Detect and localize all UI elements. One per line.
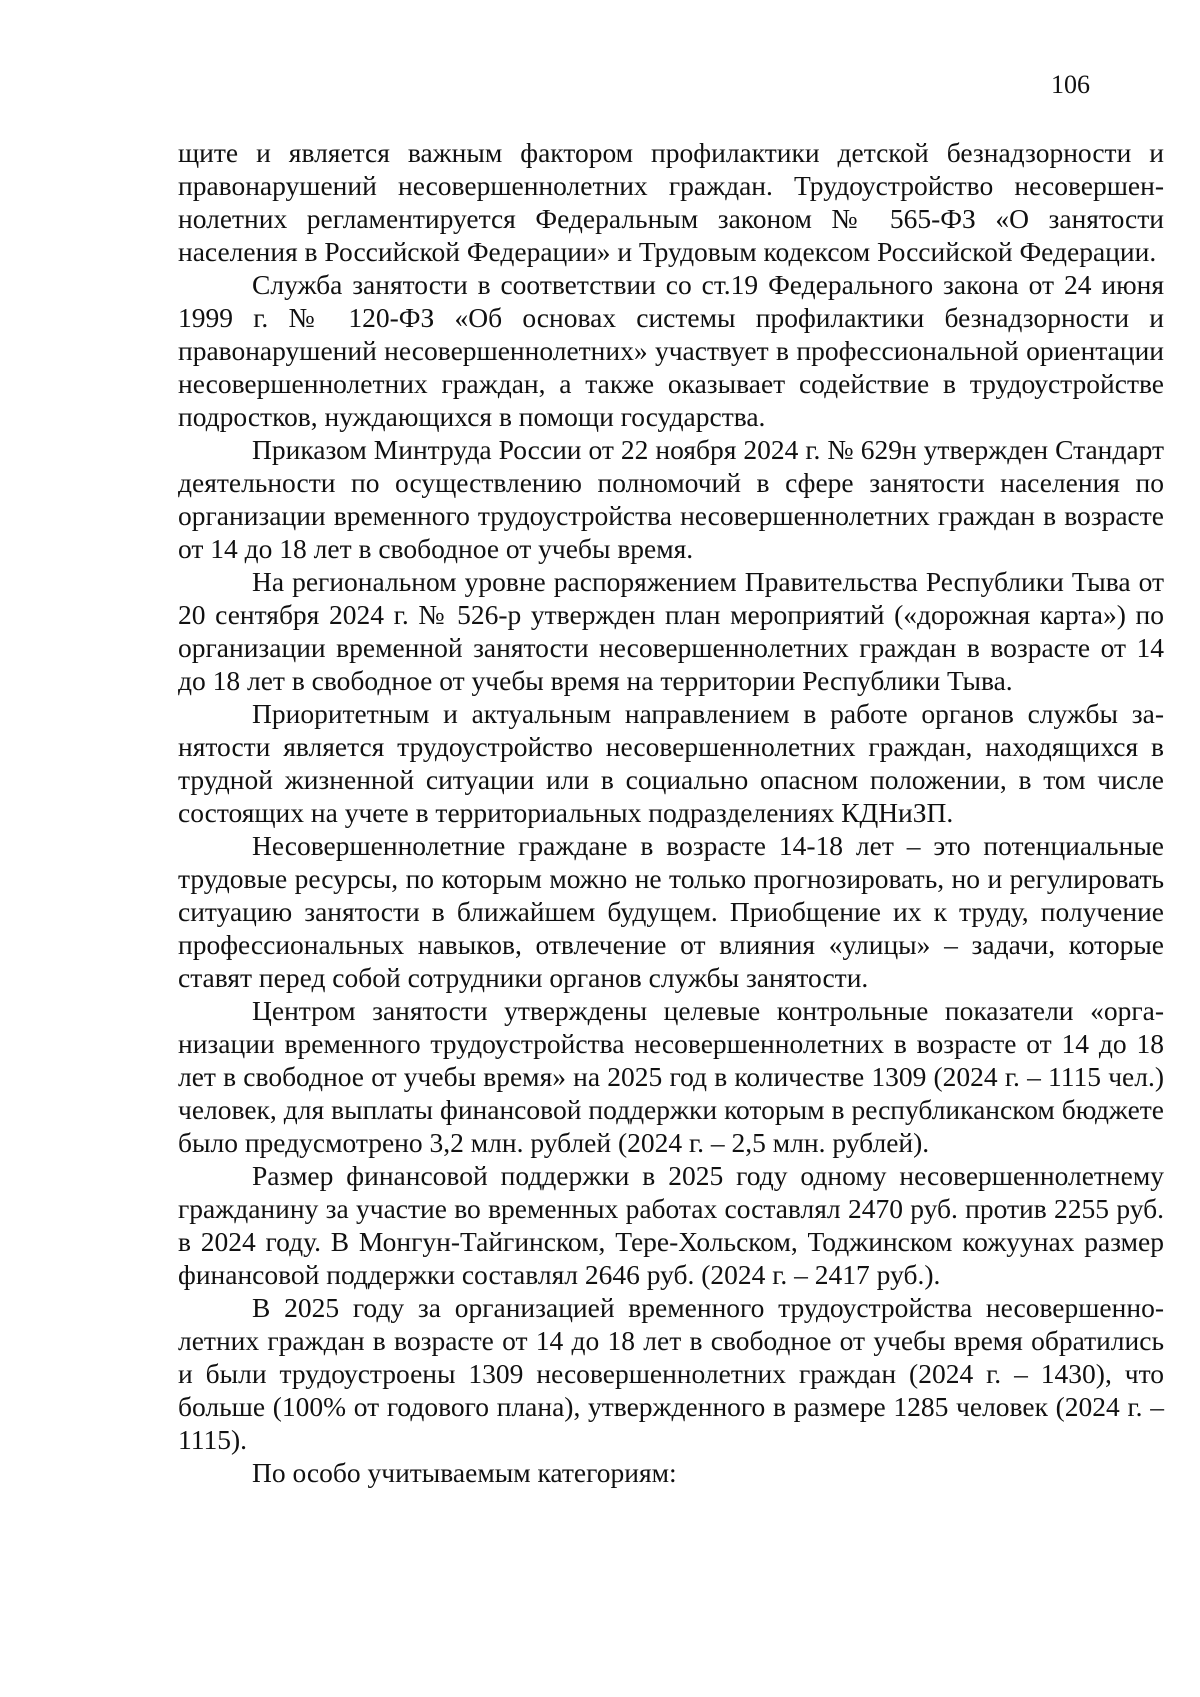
- paragraph-regional-roadmap: На региональном уровне распоряжением Правительства Республики Тыва от 20 сентября 2024 г. № 526-р утвержден план мероприятий («дорожная карта») по организации временной занятости несовершеннолетних граждан в возрасте от 14 до 18 лет в свободное от учебы время на территории Республики Тыва.: [178, 566, 1164, 696]
- paragraph-special-categories: По особо учитываемым категориям:: [252, 1457, 677, 1488]
- document-body: [178, 136, 1164, 1489]
- paragraph-financial-support: Размер финансовой поддержки в 2025 году одному несовершеннолетнему гражданину за участие во временных работах составлял 2470 руб. против 2255 руб. в 2024 году. В Монгун-Тайгинском, Тере-Хольском, Тоджинском кожуунах размер финансовой поддержки составлял 2646 руб. (2024 г. – 2417 руб.).: [178, 1160, 1164, 1290]
- paragraph-priority-direction: Приоритетным и актуальным направлением в работе органов службы занятости является трудоустройство несовершеннолетних граждан, находящихся в трудной жизненной ситуации или в социально опасном положении, в том числе состоящих на учете в территориальных подразделениях КДНиЗП.: [178, 698, 1164, 828]
- paragraph-labor-resources: Несовершеннолетние граждане в возрасте 14-18 лет – это потенциальные трудовые ресурсы, по которым можно не только прогнозировать, но и регулировать ситуацию занятости в ближайшем будущем. Приобщение их к труду, получение профессиональных навыков, отвлечение от влияния «улицы» – задачи, которые ставят перед собой сотрудники органов службы занятости.: [178, 830, 1164, 993]
- paragraph-employment-service: Служба занятости в соответствии со ст.19 Федерального закона от 24 июня 1999 г. № 120-ФЗ «Об основах системы профилактики безнадзорности и правонарушений несовершеннолетних» участвует в профессиональной ориентации несовершеннолетних граждан, а также оказывает содействие в трудоустройстве подростков, нуждающихся в помощи государства.: [178, 269, 1164, 432]
- paragraph-continuation: щите и является важным фактором профилактики детской безнадзорности и правонарушений несовершеннолетних граждан. Трудоустройство несовершеннолетних регламентируется Федеральным законом № 565-ФЗ «О занятости населения в Российской Федерации» и Трудовым кодексом Российской Федерации.: [178, 137, 1164, 267]
- page-number: 106: [1051, 70, 1090, 99]
- paragraph-2025-results: В 2025 году за организацией временного трудоустройства несовершеннолетних граждан в возрасте от 14 до 18 лет в свободное от учебы время обратились и были трудоустроены 1309 несовершеннолетних граждан (2024 г. – 1430), что больше (100% от годового плана), утвержденного в размере 1285 человек (2024 г. – 1115).: [178, 1292, 1164, 1455]
- paragraph-target-indicators: Центром занятости утверждены целевые контрольные показатели «организации временного трудоустройства несовершеннолетних в возрасте от 14 до 18 лет в свободное от учебы время» на 2025 год в количестве 1309 (2024 г. – 1115 чел.) человек, для выплаты финансовой поддержки которым в республиканском бюджете было предусмотрено 3,2 млн. рублей (2024 г. – 2,5 млн. рублей).: [178, 995, 1164, 1158]
- paragraph-mintrud-order: Приказом Минтруда России от 22 ноября 2024 г. № 629н утвержден Стандарт деятельности по осуществлению полномочий в сфере занятости населения по организации временного трудоустройства несовершеннолетних граждан в возрасте от 14 до 18 лет в свободное от учебы время.: [178, 434, 1164, 564]
